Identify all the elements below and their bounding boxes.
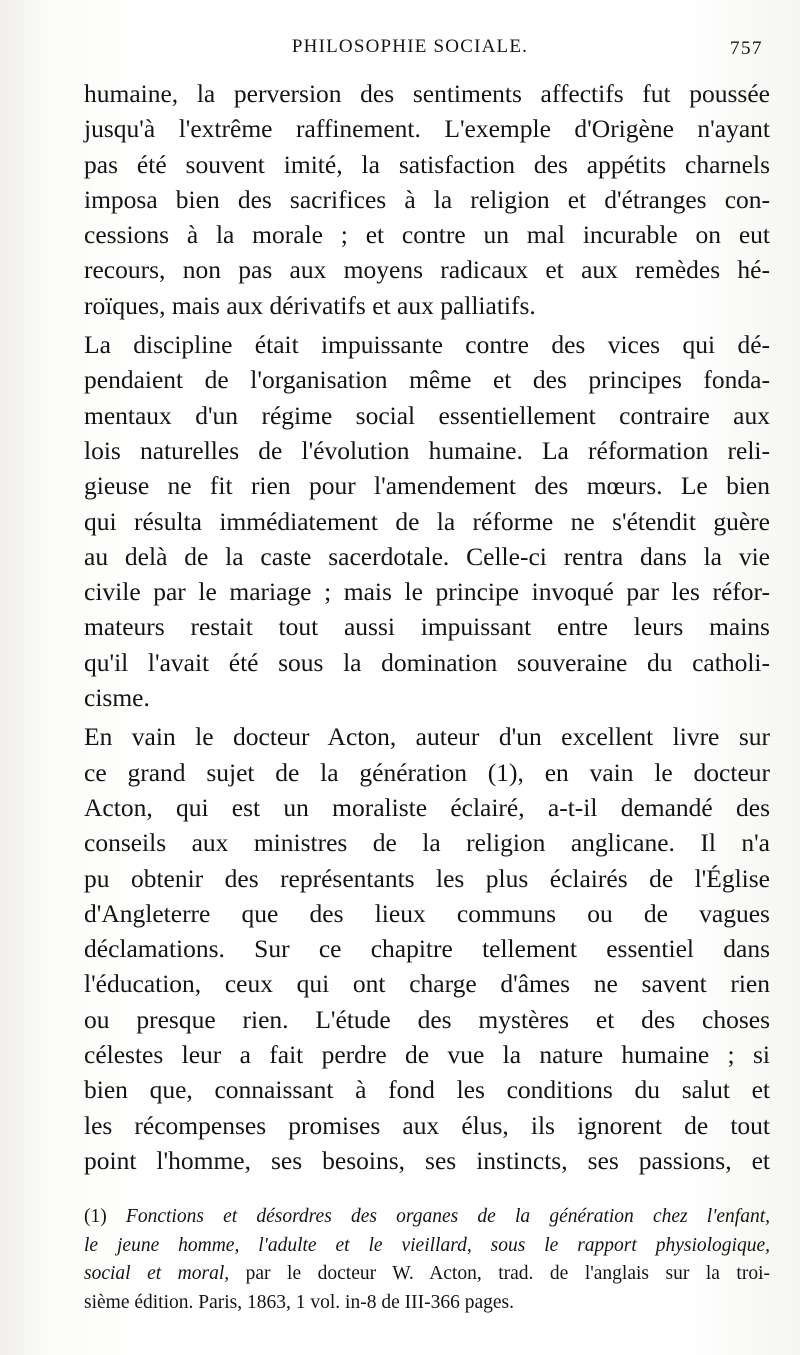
footnote-title-part-2: le jeune homme, l'adulte et le vieillard, sous le rapport physiologique, — [84, 1234, 770, 1256]
text-line: pas été souvent imité, la satisfaction des appétits charnels — [84, 149, 770, 179]
text-line: jusqu'à l'extrême raffinement. L'exemple d'Origène n'ayant — [84, 114, 770, 144]
text-line: imposa bien des sacrifices à la religion et d'étranges con- — [84, 184, 770, 214]
paragraph-3 — [84, 719, 770, 1178]
text-line: qui résulta immédiatement de la réforme ne s'étendit guère — [84, 506, 770, 536]
text-line: les récompenses promises aux élus, ils ignorent de tout — [84, 1110, 770, 1140]
text-line: mateurs restait tout aussi impuissant entre leurs mains — [84, 612, 770, 642]
text-line: pu obtenir des représentants les plus éclairés de l'Église — [84, 863, 770, 893]
text-line: point l'homme, ses besoins, ses instincts, ses passions, et — [84, 1145, 770, 1175]
text-line: au delà de la caste sacerdotale. Celle-ci rentra dans la vie — [84, 541, 770, 571]
paragraph-2 — [84, 327, 770, 715]
paragraph-1 — [84, 76, 770, 323]
text-line: humaine, la perversion des sentiments affectifs fut poussée — [84, 79, 770, 108]
text-line: Acton, qui est un moraliste éclairé, a-t-il demandé des — [84, 792, 770, 822]
footnote-line-1 — [84, 1203, 770, 1232]
footnote-marker: (1) — [84, 1206, 107, 1227]
text-line: l'éducation, ceux qui ont charge d'âmes ne savent rien — [84, 969, 770, 999]
page-number: 757 — [730, 38, 763, 59]
text-line: mentaux d'un régime social essentiellement contraire aux — [84, 400, 770, 430]
text-line: En vain le docteur Acton, auteur d'un excellent livre sur — [84, 722, 770, 752]
text-line: pendaient de l'organisation même et des principes fonda- — [84, 365, 770, 395]
text-line: d'Angleterre que des lieux communs ou de vagues — [84, 898, 770, 928]
body-text — [84, 76, 770, 1178]
text-line: célestes leur a fait perdre de vue la nature humaine ; si — [84, 1040, 770, 1070]
footnote — [84, 1203, 770, 1317]
footnote-title-part-1: Fonctions et désordres des organes de la génération chez l'enfant, — [125, 1206, 770, 1227]
footnote-line-3 — [84, 1260, 770, 1289]
text-line: qu'il l'avait été sous la domination souveraine du catholi- — [84, 647, 770, 677]
text-line: bien que, connaissant à fond les conditions du salut et — [84, 1075, 770, 1105]
running-title: PHILOSOPHIE SOCIALE. — [291, 36, 529, 57]
text-line: gieuse ne fit rien pour l'amendement des mœurs. Le bien — [84, 471, 770, 501]
text-line: cisme. — [84, 683, 150, 713]
footnote-edition-line: sième édition. Paris, 1863, 1 vol. in-8 de III-366 pages. — [84, 1291, 514, 1313]
text-line: déclamations. Sur ce chapitre tellement essentiel dans — [84, 934, 770, 964]
text-line: civile par le mariage ; mais le principe invoqué par les réfor- — [84, 577, 770, 607]
footnote-title-part-3: social et moral, — [84, 1263, 230, 1285]
page-header — [0, 34, 800, 64]
text-line: ce grand sujet de la génération (1), en vain le docteur — [84, 757, 770, 787]
text-line: conseils aux ministres de la religion anglicane. Il n'a — [84, 828, 770, 858]
text-line: cessions à la morale ; et contre un mal incurable on eut — [84, 220, 770, 250]
text-line: recours, non pas aux moyens radicaux et aux remèdes hé- — [84, 255, 770, 285]
text-line: La discipline était impuissante contre des vices qui dé- — [84, 330, 770, 360]
text-line: roïques, mais aux dérivatifs et aux palliatifs. — [84, 290, 536, 320]
footnote-publisher-text: par le docteur W. Acton, trad. de l'anglais sur la troi- — [245, 1263, 771, 1285]
text-line: lois naturelles de l'évolution humaine. La réformation reli- — [84, 435, 770, 465]
text-line: ou presque rien. L'étude des mystères et des choses — [84, 1004, 770, 1034]
